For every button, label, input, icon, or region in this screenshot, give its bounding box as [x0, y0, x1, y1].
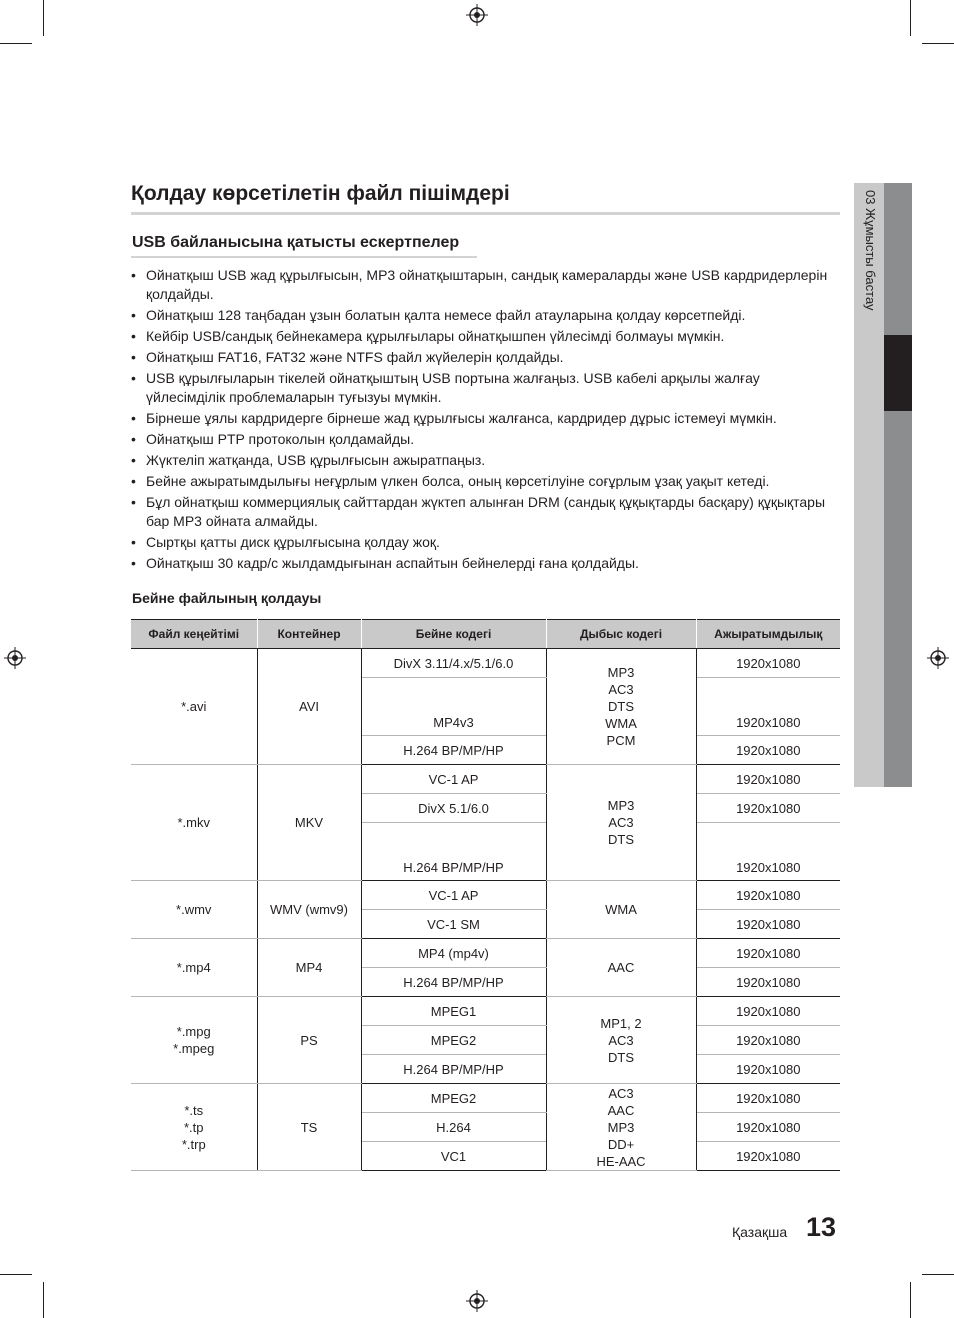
video-codec-cell: MPEG1 — [361, 997, 546, 1026]
video-support-heading: Бейне файлының қолдауы — [132, 590, 322, 606]
audio-codec-cell: AC3 AAC MP3 DD+ HE-AAC — [546, 1084, 696, 1171]
video-codec-cell: H.264 BP/MP/HP — [361, 736, 546, 765]
resolution-cell: 1920x1080 — [696, 910, 840, 939]
video-codec-cell: MPEG2 — [361, 1084, 546, 1113]
crop-mark — [910, 0, 911, 36]
table-row — [131, 939, 840, 968]
video-codec-cell: H.264 BP/MP/HP — [361, 1055, 546, 1084]
list-item: • Ойнатқыш FAT16, FAT32 және NTFS файл жүйелерін қолдайды. — [131, 348, 841, 367]
list-item: • Бірнеше ұялы кардридерге бірнеше жад құрылғысы жалғанса, кардридер дұрыс істемеуі мүмкін. — [131, 409, 841, 428]
video-codec-cell: H.264 — [361, 1113, 546, 1142]
crop-mark — [922, 43, 954, 44]
column-header: Контейнер — [257, 620, 361, 649]
list-item: • Кейбір USB/сандық бейнекамера құрылғылары ойнатқышпен үйлесімді болмауы мүмкін. — [131, 327, 841, 346]
crop-mark — [0, 43, 32, 44]
table-row — [131, 997, 840, 1026]
table-header-row — [131, 620, 840, 649]
video-codec-cell: VC-1 SM — [361, 910, 546, 939]
resolution-cell: 1920x1080 — [696, 939, 840, 968]
video-codec-cell: VC-1 AP — [361, 765, 546, 794]
container-cell: WMV (wmv9) — [257, 881, 361, 939]
chapter-label: 03 Жұмысты бастау — [863, 190, 878, 311]
audio-codec-cell: WMA — [546, 881, 696, 939]
video-codec-cell: H.264 BP/MP/HP — [361, 968, 546, 997]
video-codec-cell: H.264 BP/MP/HP — [361, 823, 546, 881]
video-codec-cell: DivX 5.1/6.0 — [361, 794, 546, 823]
resolution-cell: 1920x1080 — [696, 1084, 840, 1113]
resolution-cell: 1920x1080 — [696, 997, 840, 1026]
resolution-cell: 1920x1080 — [696, 1026, 840, 1055]
container-cell: PS — [257, 997, 361, 1084]
registration-mark-icon — [4, 647, 26, 669]
extension-cell: *.wmv — [131, 881, 257, 939]
column-header: Бейне кодегі — [361, 620, 546, 649]
list-item: • Ойнатқыш PTP протоколын қолдамайды. — [131, 430, 841, 449]
crop-mark — [0, 1274, 32, 1275]
container-cell: MKV — [257, 765, 361, 881]
list-item: • Бейне ажыратымдылығы неғұрлым үлкен болса, оның көрсетілуіне соғұрлым ұзақ уақыт кетеді. — [131, 472, 841, 491]
page-number: 13 — [806, 1212, 837, 1242]
registration-mark-icon — [466, 1290, 488, 1312]
usb-notes-list — [131, 266, 841, 575]
extension-cell: *.ts *.tp *.trp — [131, 1084, 257, 1171]
resolution-cell: 1920x1080 — [696, 1113, 840, 1142]
extension-cell: *.mp4 — [131, 939, 257, 997]
audio-codec-cell: MP3 AC3 DTS WMA PCM — [546, 649, 696, 765]
crop-mark — [43, 0, 44, 36]
table-row — [131, 1084, 840, 1113]
video-codec-cell: VC-1 AP — [361, 881, 546, 910]
usb-notes-heading: USB байланысына қатысты ескертпелер — [132, 234, 460, 251]
chapter-marker — [884, 335, 912, 411]
resolution-cell: 1920x1080 — [696, 765, 840, 794]
list-item: • Бұл ойнатқыш коммерциялық сайттардан жүктеп алынған DRM (сандық құқықтарды басқару) құқықтары бар MP3 ойната алмайды. — [131, 493, 841, 531]
extension-cell: *.mkv — [131, 765, 257, 881]
resolution-cell: 1920x1080 — [696, 1142, 840, 1171]
resolution-cell: 1920x1080 — [696, 968, 840, 997]
table-row — [131, 765, 840, 794]
container-cell: AVI — [257, 649, 361, 765]
resolution-cell: 1920x1080 — [696, 678, 840, 736]
audio-codec-cell: AAC — [546, 939, 696, 997]
audio-codec-cell: MP3 AC3 DTS — [546, 765, 696, 881]
footer-language: Қазақша — [732, 1224, 788, 1240]
title-divider — [131, 212, 840, 215]
video-codec-cell: VC1 — [361, 1142, 546, 1171]
video-codec-cell: DivX 3.11/4.x/5.1/6.0 — [361, 649, 546, 678]
extension-cell: *.mpg *.mpeg — [131, 997, 257, 1084]
table-row — [131, 881, 840, 910]
subtitle-divider — [131, 256, 477, 258]
video-codec-cell: MP4v3 — [361, 678, 546, 736]
crop-mark — [43, 1282, 44, 1318]
video-codec-cell: MPEG2 — [361, 1026, 546, 1055]
video-codec-cell: MP4 (mp4v) — [361, 939, 546, 968]
audio-codec-cell: MP1, 2 AC3 DTS — [546, 997, 696, 1084]
column-header: Дыбыс кодегі — [546, 620, 696, 649]
chapter-sidebar-strip — [884, 183, 912, 787]
list-item: • Ойнатқыш 30 кадр/с жылдамдығынан аспайтын бейнелерді ғана қолдайды. — [131, 554, 841, 573]
resolution-cell: 1920x1080 — [696, 1055, 840, 1084]
list-item: • Жүктеліп жатқанда, USB құрылғысын ажыратпаңыз. — [131, 451, 841, 470]
crop-mark — [910, 1282, 911, 1318]
column-header: Файл кеңейтімі — [131, 620, 257, 649]
resolution-cell: 1920x1080 — [696, 794, 840, 823]
resolution-cell: 1920x1080 — [696, 649, 840, 678]
crop-mark — [922, 1274, 954, 1275]
list-item: • USB құрылғыларын тікелей ойнатқыштың USB портына жалғаңыз. USB кабелі арқылы жалғау үйлесімділік проблемаларын туғызуы мүмкін. — [131, 369, 841, 407]
extension-cell: *.avi — [131, 649, 257, 765]
list-item: • Ойнатқыш 128 таңбадан ұзын болатын қалта немесе файл атауларына қолдау көрсетпейді. — [131, 306, 841, 325]
resolution-cell: 1920x1080 — [696, 736, 840, 765]
container-cell: MP4 — [257, 939, 361, 997]
list-item: • Ойнатқыш USB жад құрылғысын, MP3 ойнатқыштарын, сандық камераларды және USB кардридерлерін қолдайды. — [131, 266, 841, 304]
column-header: Ажыратымдылық — [696, 620, 840, 649]
table-row — [131, 649, 840, 678]
video-support-table — [131, 619, 840, 1171]
list-item: • Сыртқы қатты диск құрылғысына қолдау жоқ. — [131, 533, 841, 552]
registration-mark-icon — [927, 647, 949, 669]
page-title: Қолдау көрсетілетін файл пішімдері — [131, 182, 510, 205]
registration-mark-icon — [466, 4, 488, 26]
resolution-cell: 1920x1080 — [696, 881, 840, 910]
container-cell: TS — [257, 1084, 361, 1171]
resolution-cell: 1920x1080 — [696, 823, 840, 881]
